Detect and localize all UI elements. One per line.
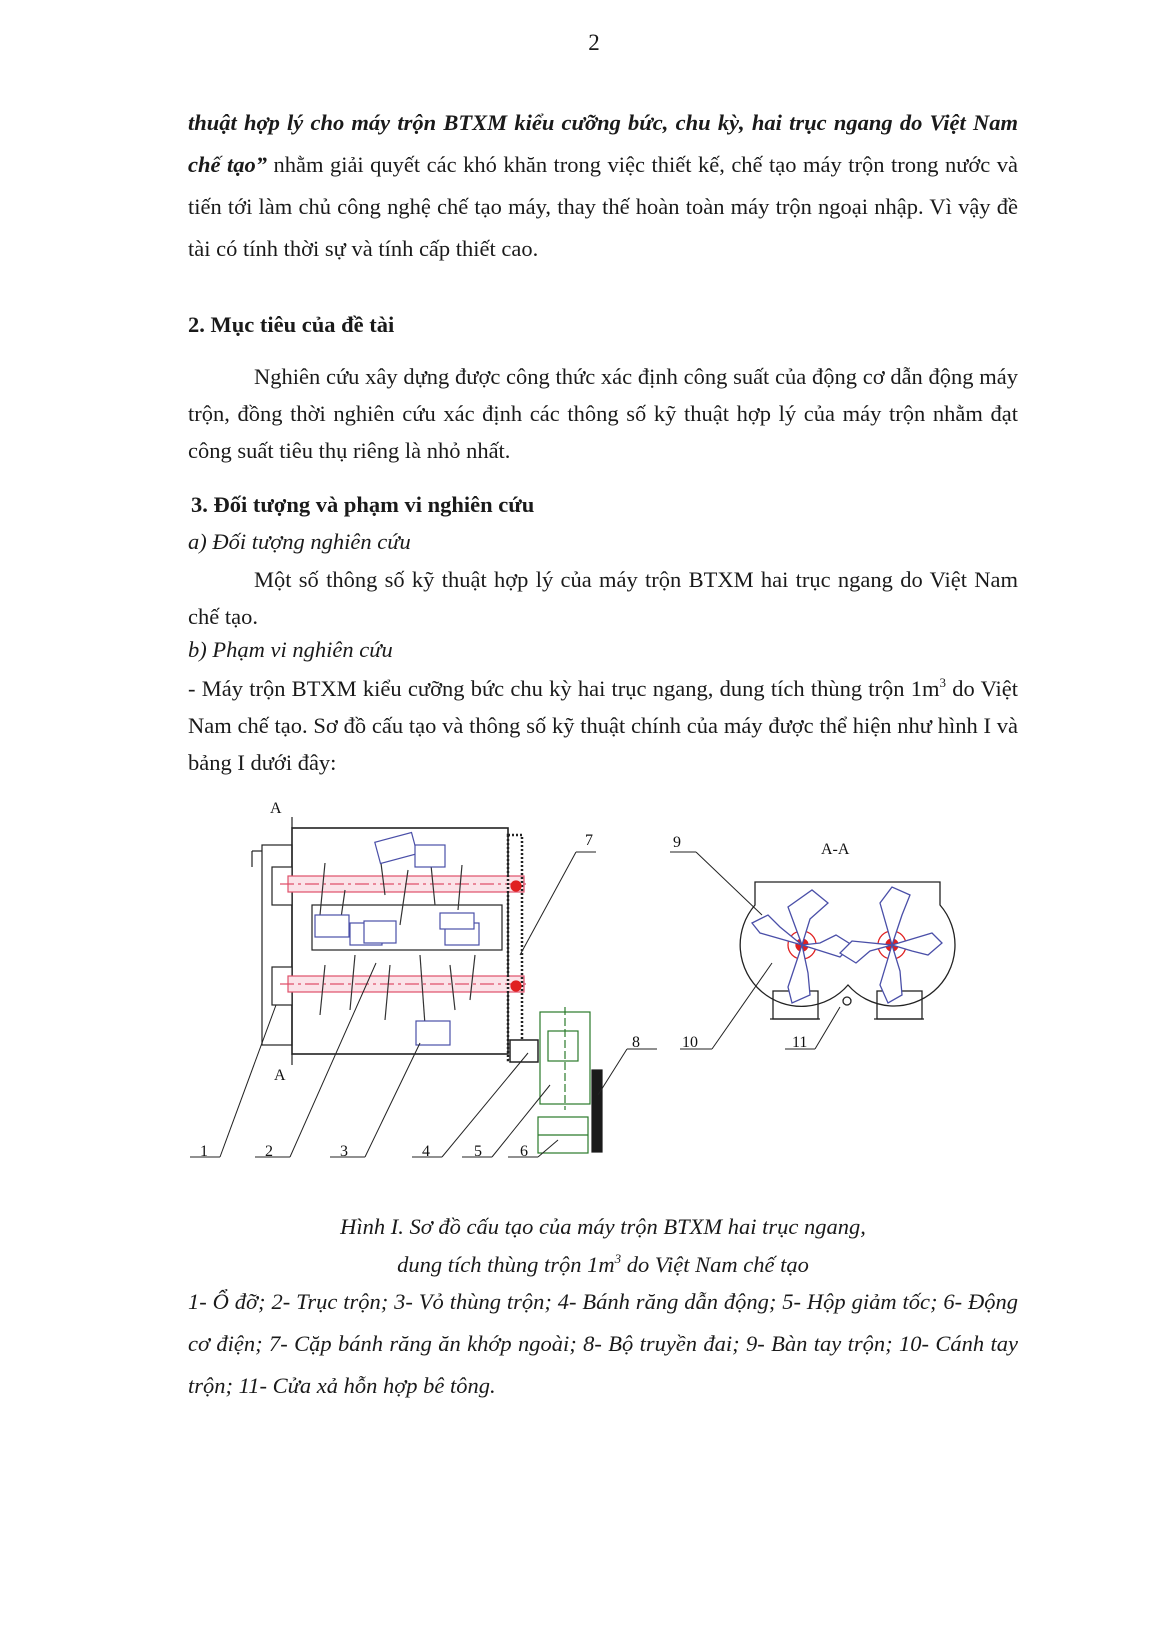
intro-paragraph (188, 102, 1018, 270)
intro-text: nhằm giải quyết các khó khăn trong việc thiết kế, chế tạo máy trộn trong nước và tiến tới làm chủ công nghệ chế tạo máy, thay thế hoàn toàn máy trộn ngoại nhập. Vì vậy đề tài có tính thời sự và tính cấp thiết cao. (188, 152, 1018, 261)
label-9: 9 (673, 834, 681, 851)
label-1: 1 (200, 1143, 208, 1160)
drive-gear (510, 1040, 538, 1062)
caption-text-2: do Việt Nam chế tạo (621, 1252, 809, 1277)
section-mark-top: A (270, 800, 282, 817)
caption-superscript: 3 (614, 1251, 622, 1266)
subsection-a-paragraph: Một số thông số kỹ thuật hợp lý của máy trộn BTXM hai trục ngang do Việt Nam chế tạo. (188, 567, 1018, 629)
scope-superscript: 3 (939, 675, 947, 690)
section-3-heading: 3. Đối tượng và phạm vi nghiên cứu (191, 492, 535, 517)
label-5: 5 (474, 1143, 482, 1160)
mixer-diagram (180, 795, 980, 1190)
label-6: 6 (520, 1143, 528, 1160)
intro-title-ref: thuật hợp lý cho máy trộn BTXM kiểu cưỡng bức, chu kỳ, hai trục ngang do Việt Nam chế tạo” (188, 110, 1018, 177)
mixer-plan-view (252, 817, 602, 1153)
mixer-section-view (740, 882, 955, 1019)
subsection-b-paragraph (188, 670, 1018, 781)
figure-caption-line-1: Hình I. Sơ đồ cấu tạo của máy trộn BTXM hai trục ngang, (340, 1214, 866, 1239)
figure-caption-line-2 (188, 1246, 1018, 1284)
ring-gear (508, 835, 522, 1060)
label-11: 11 (792, 1034, 808, 1051)
section-mark-bottom: A (274, 1067, 286, 1084)
label-2: 2 (265, 1143, 273, 1160)
discharge-door (843, 997, 851, 1005)
section-title: A-A (821, 841, 850, 858)
subsection-a-title: a) Đối tượng nghiên cứu (188, 529, 411, 554)
scope-text-2: do Việt Nam chế tạo. Sơ đồ cấu tạo và thông số kỹ thuật chính của máy được thể hiện như hình I và bảng I dưới đây: (188, 676, 1018, 775)
belt-drive (592, 1070, 602, 1152)
section-2-heading: 2. Mục tiêu của đề tài (188, 312, 395, 337)
label-4: 4 (422, 1143, 430, 1160)
label-7: 7 (585, 832, 593, 849)
subsection-b-title: b) Phạm vi nghiên cứu (188, 637, 393, 662)
label-8: 8 (632, 1034, 640, 1051)
figure-legend: 1- Ổ đỡ; 2- Trục trộn; 3- Vỏ thùng trộn; 4- Bánh răng dẫn động; 5- Hộp giảm tốc; 6- Động cơ điện; 7- Cặp bánh răng ăn khớp ngoài; 8- Bộ truyền đai; 9- Bàn tay trộn; 10- Cánh tay trộn; 11- Cửa xả hỗn hợp bê tông. (188, 1289, 1018, 1398)
page-number: 2 (588, 30, 600, 55)
label-3: 3 (340, 1143, 348, 1160)
caption-text-1: dung tích thùng trộn 1m (397, 1252, 615, 1277)
section-2-paragraph: Nghiên cứu xây dựng được công thức xác định công suất của động cơ dẫn động máy trộn, đồng thời nghiên cứu xác định các thông số kỹ thuật hợp lý của máy trộn nhằm đạt công suất tiêu thụ riêng là nhỏ nhất. (188, 364, 1018, 463)
label-10: 10 (682, 1034, 698, 1051)
scope-text-1: - Máy trộn BTXM kiểu cưỡng bức chu kỳ hai trục ngang, dung tích thùng trộn 1m (188, 676, 940, 701)
